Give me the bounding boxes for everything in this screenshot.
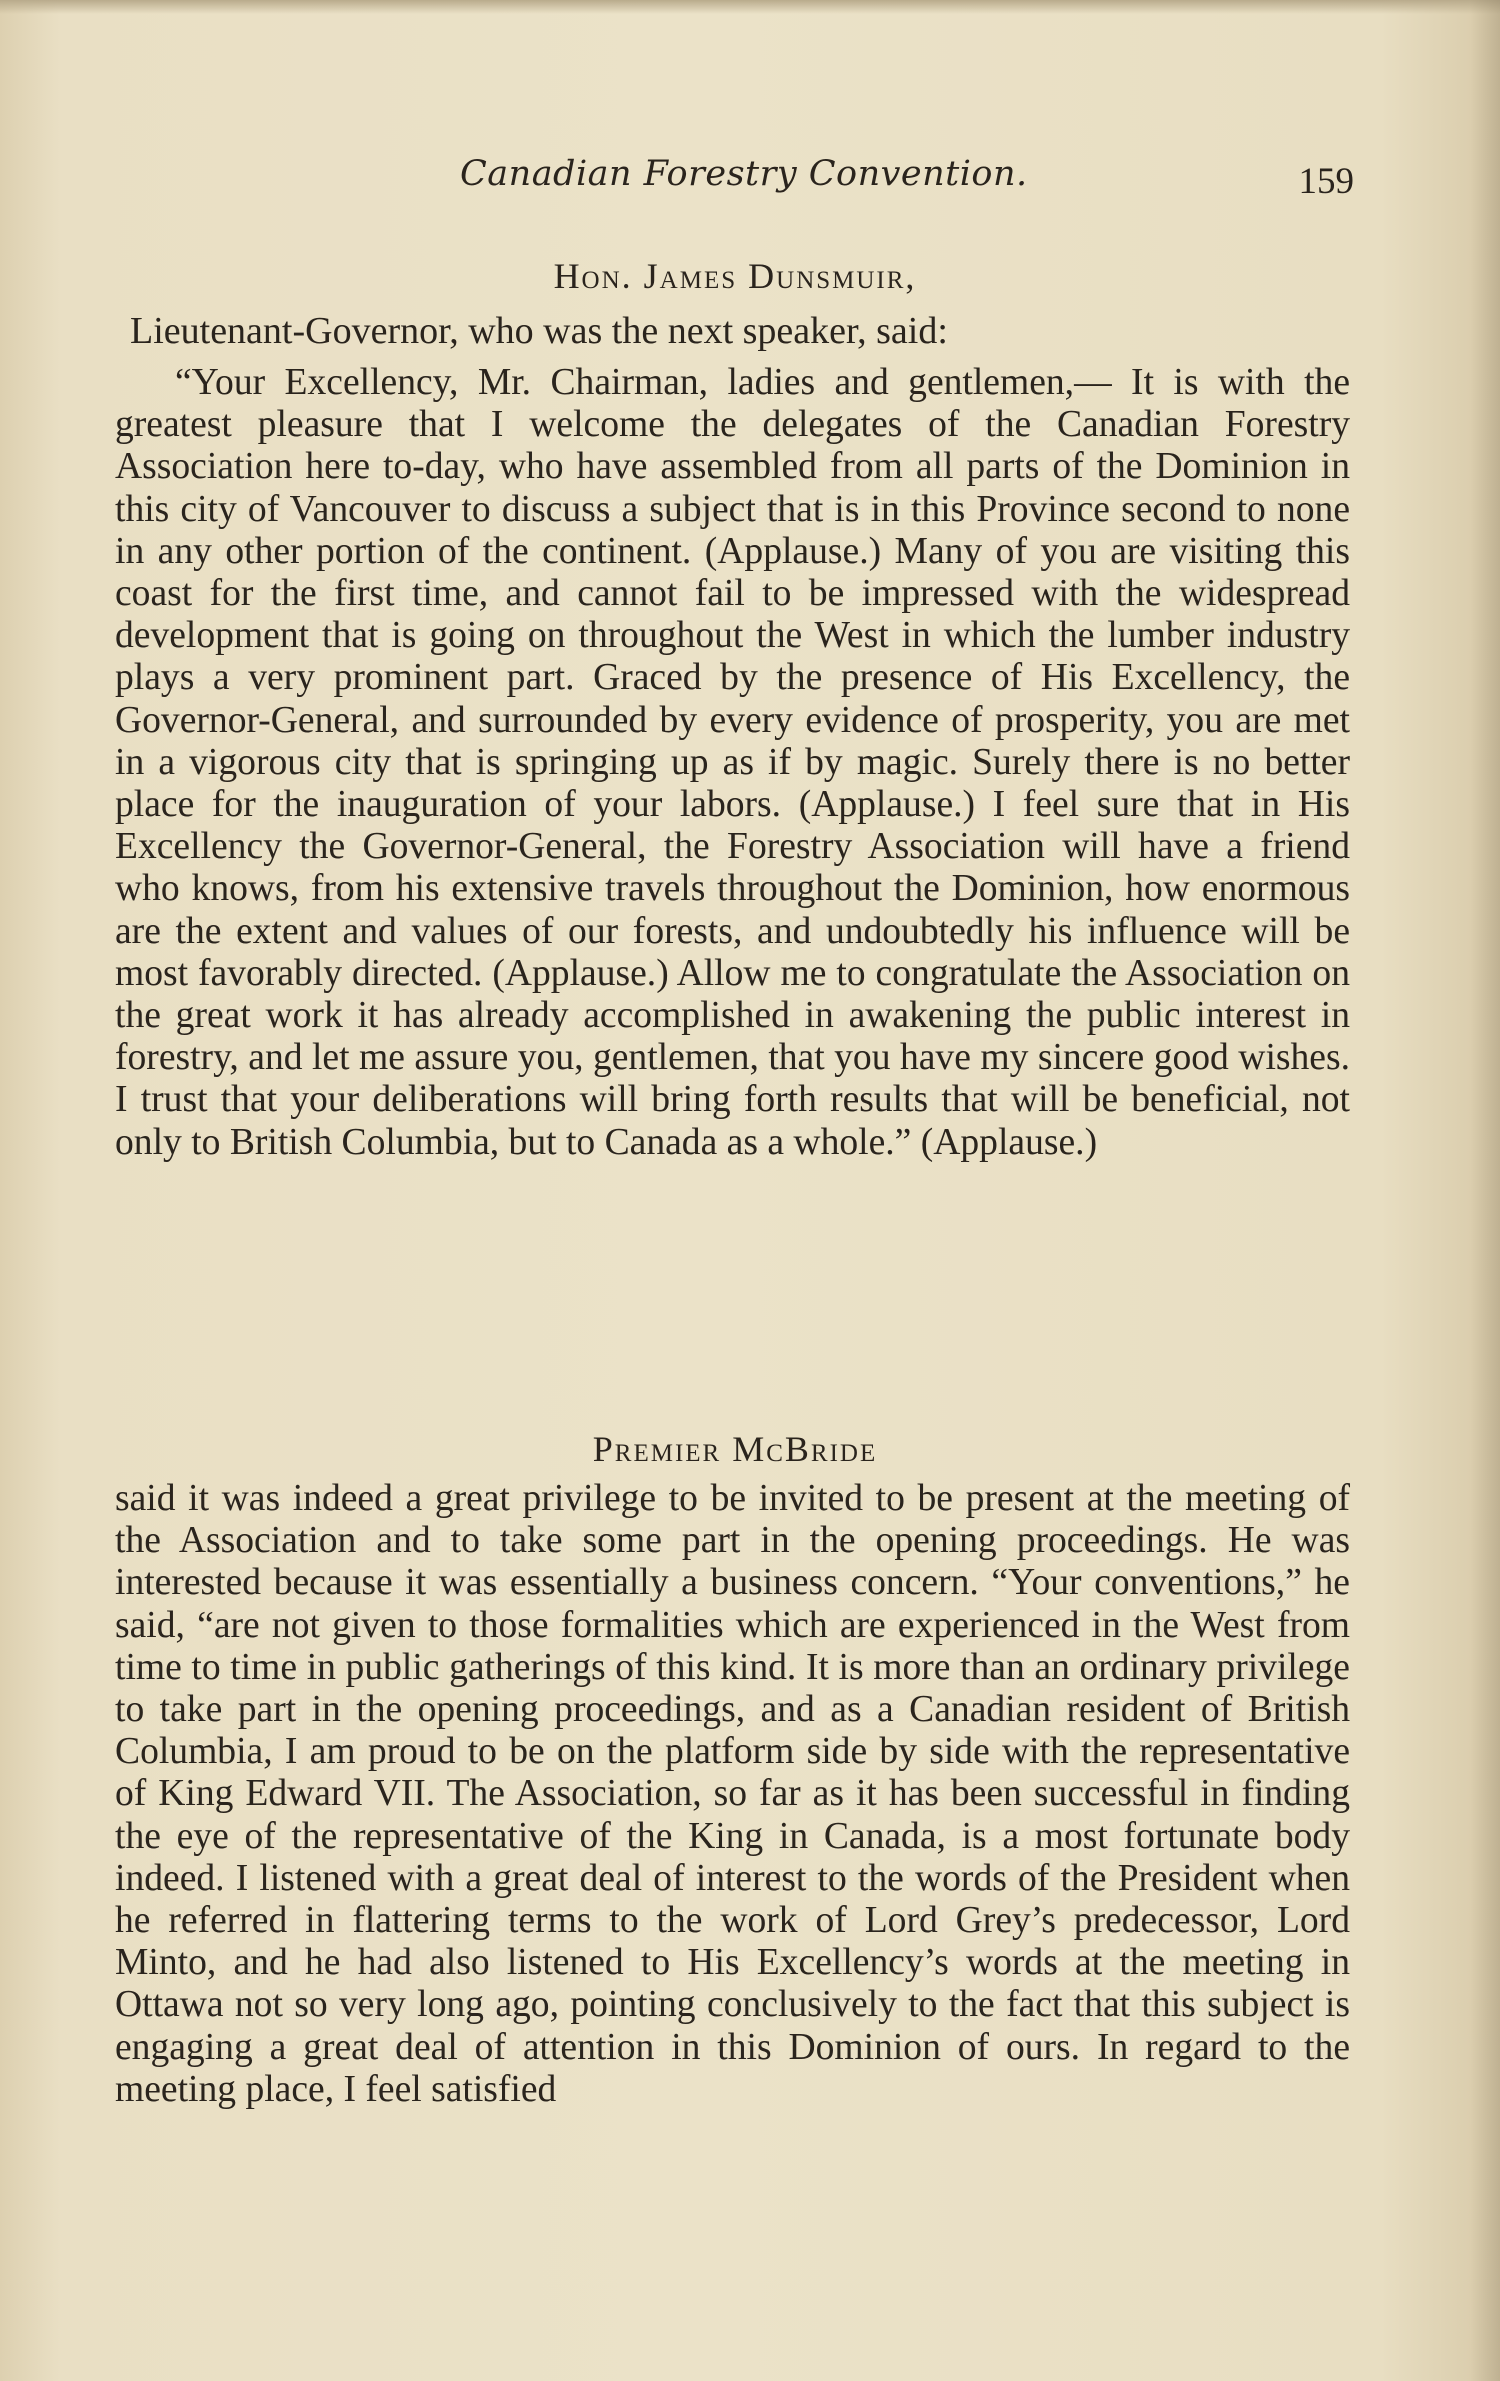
speaker-heading-mcbride: Premier McBride: [592, 1429, 878, 1469]
page-header: [110, 148, 1360, 208]
page-top-shadow: [0, 0, 1500, 14]
speaker-intro-line: Lieutenant-Governor, who was the next speaker, said:: [130, 310, 948, 352]
page-right-edge: [1470, 0, 1500, 2381]
mcbride-speech-paragraph: said it was indeed a great privilege to be invited to be present at the meeting of the Association and to take some part in the opening proceedings. He was interested because it was essentially a business concern. “Your conventions,” he said, “are not given to those formalities which are experienced in the West from time to time in public gatherings of this kind. It is more than an ordinary privilege to take part in the opening proceedings, and as a Canadian resident of British Columbia, I am proud to be on the platform side by side with the representative of King Edward VII. The Association, so far as it has been successful in finding the eye of the representative of the King in Canada, is a most fortunate body indeed. I listened with a great deal of interest to the words of the President when he referred in flattering terms to the work of Lord Grey’s predecessor, Lord Minto, and he had also listened to His Excellency’s words at the meeting in Ottawa not so very long ago, pointing conclusively to the fact that this subject is engaging a great deal of attention in this Dominion of ours. In regard to the meeting place, I feel satisfied: [115, 1478, 1350, 2110]
page-number: 159: [1298, 161, 1354, 202]
speaker-heading-dunsmuir: Hon. James Dunsmuir,: [553, 256, 917, 296]
running-head: Canadian Forestry Convention.: [460, 154, 1028, 194]
dunsmuir-speech-paragraph: “Your Excellency, Mr. Chairman, ladies and gentlemen,— It is with the greatest pleasure that I welcome the delegates of the Canadian Forestry Association here to-day, who have assembled from all parts of the Dominion in this city of Vancouver to discuss a subject that is in this Province second to none in any other portion of the continent. (Applause.) Many of you are visiting this coast for the first time, and cannot fail to be impressed with the widespread development that is going on throughout the West in which the lumber industry plays a very prominent part. Graced by the presence of His Excellency, the Governor-General, and surrounded by every evidence of prosperity, you are met in a vigorous city that is springing up as if by magic. Surely there is no better place for the inauguration of your labors. (Applause.) I feel sure that in His Excellency the Governor-General, the Forestry Association will have a friend who knows, from his extensive travels throughout the Dominion, how enormous are the extent and values of our forests, and undoubtedly his influence will be most favorably directed. (Applause.) Allow me to congratulate the Association on the great work it has already accomplished in awakening the public interest in forestry, and let me assure you, gentlemen, that you have my sincere good wishes. I trust that your deliberations will bring forth results that will be beneficial, not only to British Columbia, but to Canada as a whole.” (Applause.): [115, 362, 1350, 1163]
